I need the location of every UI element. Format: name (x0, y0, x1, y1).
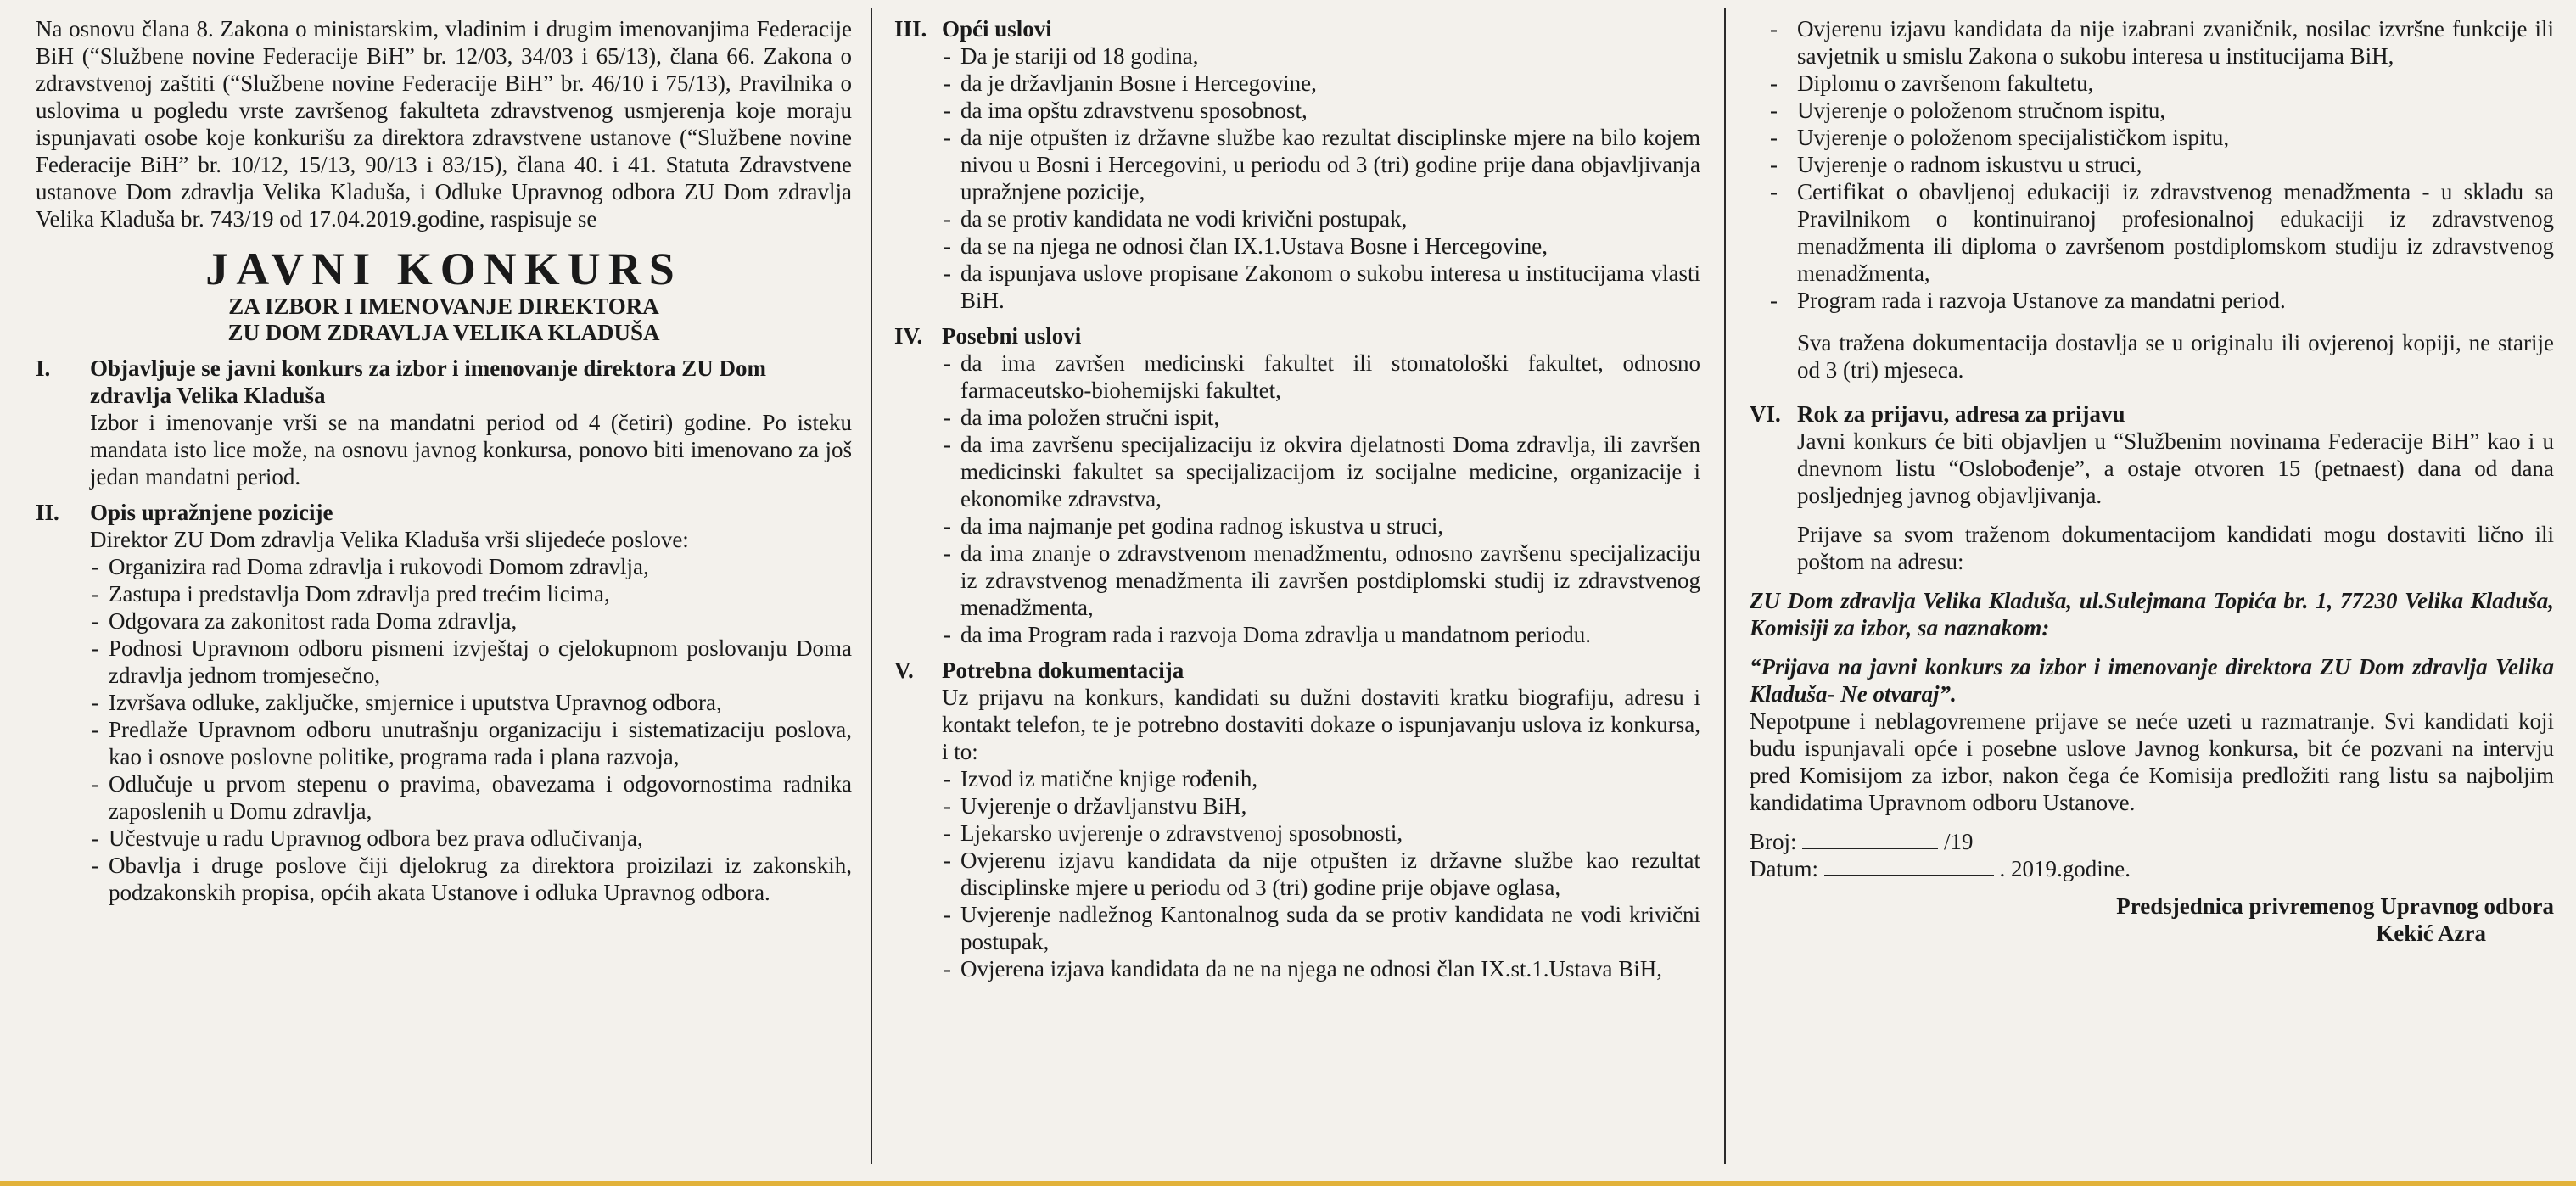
list-item: - Ljekarsko uvjerenje o zdravstvenoj sposobnosti, (942, 820, 1700, 847)
list-item: - Ovjerenu izjavu kandidata da nije otpušten iz državne službe kao rezultat disciplinske mjere u periodu od 3 (tri) godine prije objave oglasa, (942, 847, 1700, 901)
section-5 (894, 657, 1700, 982)
special-conditions-list (942, 350, 1700, 648)
column-divider (871, 8, 872, 1164)
list-item: - Da je stariji od 18 godina, (942, 42, 1700, 70)
list-item: - Uvjerenje o položenom stručnom ispitu, (1768, 97, 2554, 124)
list-item: - Certifikat o obavljenoj edukaciji iz zdravstvenog menadžmenta - u skladu sa Pravilnikom o kontinuiranoj profesionalnoj edukaciji iz zdravstvenog menadžmenta ili diploma o završenom postdiplomskom studiju iz zdravstvenog menadžmenta, (1768, 178, 2554, 287)
list-item: - da ima završen medicinski fakultet ili stomatološki fakultet, odnosno farmaceutsko-biohemijski fakultet, (942, 350, 1700, 404)
datum-label: Datum: (1750, 856, 1818, 881)
section-heading: Rok za prijavu, adresa za prijavu (1797, 401, 2125, 427)
list-item: - da ima završenu specijalizaciju iz okvira djelatnosti Doma zdravlja, ili završen medicinski fakultet sa specijalizacijom iz socijalne medicine, organizacije i ekonomike zdravstva, (942, 431, 1700, 512)
duties-list (90, 553, 852, 906)
column-1 (36, 15, 852, 1167)
section-4 (894, 322, 1700, 648)
signatory-title: Predsjednica privremenog Upravnog odbora (2116, 893, 2554, 919)
list-item: - Uvjerenje o državljanstvu BiH, (942, 792, 1700, 820)
list-item: - Izvod iz matične knjige rođenih, (942, 765, 1700, 792)
section-1 (36, 355, 852, 490)
list-item: - Ovjerena izjava kandidata da ne na njega ne odnosi član IX.st.1.Ustava BiH, (942, 955, 1700, 982)
list-item: - da se na njega ne odnosi član IX.1.Ustava Bosne i Hercegovine, (942, 232, 1700, 260)
section-heading: Posebni uslovi (942, 323, 1082, 349)
datum-row (1750, 855, 2554, 882)
list-item: - Učestvuje u radu Upravnog odbora bez prava odlučivanja, (90, 825, 852, 852)
documentation-list-continued (1768, 15, 2554, 314)
broj-suffix: /19 (1944, 829, 1974, 854)
section-heading: Potrebna dokumentacija (942, 657, 1184, 683)
section-2 (36, 499, 852, 906)
list-item: - Program rada i razvoja Ustanove za mandatni period. (1768, 287, 2554, 314)
reference-block (1750, 828, 2554, 882)
section-number: I. (36, 355, 51, 381)
section-6 (1750, 400, 2554, 575)
list-item: - Uvjerenje o radnom iskustvu u struci, (1768, 151, 2554, 178)
list-item: - Odgovara za zakonitost rada Doma zdravlja, (90, 607, 852, 635)
list-item: - Podnosi Upravnom odboru pismeni izvještaj o cjelokupnom poslovanju Doma zdravlja jednom tromjesečno, (90, 635, 852, 689)
list-item: - Izvršava odluke, zaključke, smjernice i uputstva Upravnog odbora, (90, 689, 852, 716)
list-item: - Predlaže Upravnom odboru unutrašnju organizaciju i sistematizaciju poslova, kao i osnove poslovne politike, programa rada i plana razvoja, (90, 716, 852, 770)
documentation-list (942, 765, 1700, 982)
document-subtitle-1: ZA IZBOR I IMENOVANJE DIREKTORA (228, 294, 659, 319)
section-heading: Opis upražnjene pozicije (90, 500, 333, 525)
section-text: Javni konkurs će biti objavljen u “Službenim novinama Federacije BiH” kao i u dnevnom listu “Oslobođenje”, a ostaje otvoren 15 (petnaest) dana od dana posljednjeg javnog objavljivanja. (1797, 428, 2554, 508)
section-3 (894, 15, 1700, 314)
list-item: - da je državljanin Bosne i Hercegovine, (942, 70, 1700, 97)
list-item: - da ima znanje o zdravstvenom menadžmentu, odnosno završenu specijalizaciju iz zdravstvenog menadžmenta ili završen postdiplomski studij iz zdravstvenog menadžmenta, (942, 540, 1700, 621)
signature-block (1750, 892, 2554, 947)
document-subtitle-2: ZU DOM ZDRAVLJA VELIKA KLADUŠA (227, 320, 660, 345)
section-text: Nepotpune i neblagovremene prijave se neće uzeti u razmatranje. Svi kandidati koji budu ispunjavali opće i posebne uslove Javnog konkursa, bit će pozvani na intervju pred Komisijom za izbor, nakon čega će Komisija predložiti rang listu sa najboljim kandidatima Upravnom odboru Ustanove. (1750, 708, 2554, 815)
signatory-name: Kekić Azra (2376, 920, 2486, 946)
list-item: - da ispunjava uslove propisane Zakonom o sukobu interesa u institucijama vlasti BiH. (942, 260, 1700, 314)
list-item: - Uvjerenje nadležnog Kantonalnog suda da se protiv kandidata ne vodi krivični postupak, (942, 901, 1700, 955)
broj-blank (1802, 829, 1938, 849)
section-heading: Opći uslovi (942, 16, 1052, 42)
list-item: - Organizira rad Doma zdravlja i rukovodi Domom zdravlja, (90, 553, 852, 580)
section-heading: Objavljuje se javni konkurs za izbor i imenovanje direktora ZU Dom zdravlja Velika Kladuša (90, 355, 767, 408)
datum-suffix: . 2019.godine. (1999, 856, 2131, 881)
section-text: Prijave sa svom traženom dokumentacijom kandidati mogu dostaviti lično ili poštom na adresu: (1797, 522, 2554, 574)
envelope-marking: “Prijava na javni konkurs za izbor i imenovanje direktora ZU Dom zdravlja Velika Kladuša- Ne otvaraj”. (1750, 654, 2554, 707)
list-item: - Uvjerenje o položenom specijalističkom ispitu, (1768, 124, 2554, 151)
column-2 (894, 15, 1700, 1167)
document-title: JAVNI KONKURS (205, 243, 682, 294)
documentation-note: Sva tražena dokumentacija dostavlja se u originalu ili ovjerenoj kopiji, ne starije od 3 (tri) mjeseca. (1797, 330, 2554, 383)
broj-row (1750, 828, 2554, 855)
list-item: - da ima položen stručni ispit, (942, 404, 1700, 431)
intro-paragraph: Na osnovu člana 8. Zakona o ministarskim, vladinim i drugim imenovanjima Federacije BiH (“Službene novine Federacije BiH” br. 12/03, 34/03 i 65/13), člana 66. Zakona o zdravstvenoj zaštiti (“Službene novine Federacije BiH” br. 46/10 i 75/13), Pravilnika o uslovima u pogledu vrste završenog fakulteta zdravstvenog usmjerenja koje moraju ispunjavati osobe koje konkurišu za direktora zdravstvene ustanove (“Službene novine Federacije BiH” br. 10/12, 15/13, 90/13 i 83/15), člana 40. i 41. Statuta Zdravstvene ustanove Dom zdravlja Velika Kladuša, i Odluke Upravnog odbora ZU Dom zdravlja Velika Kladuša br. 743/19 od 17.04.2019.godine, raspisuje se (36, 16, 852, 232)
broj-label: Broj: (1750, 829, 1797, 854)
column-3 (1750, 15, 2554, 1167)
list-item: - Zastupa i predstavlja Dom zdravlja pred trećim licima, (90, 580, 852, 607)
list-item: - Odlučuje u prvom stepenu o pravima, obavezama i odgovornostima radnika zaposlenih u Domu zdravlja, (90, 770, 852, 825)
section-number: VI. (1750, 401, 1781, 427)
general-conditions-list (942, 42, 1700, 314)
column-divider (1724, 8, 1726, 1164)
section-text: Izbor i imenovanje vrši se na mandatni period od 4 (četiri) godine. Po isteku mandata isto lice može, na osnovu javnog konkursa, ponovo biti imenovano za još jedan mandatni period. (90, 410, 852, 490)
datum-blank (1824, 856, 1994, 876)
list-item: - Obavlja i druge poslove čiji djelokrug za direktora proizilazi iz zakonskih, podzakonskih propisa, općih akata Ustanove i odluka Upravnog odbora. (90, 852, 852, 906)
section-5-continued (1750, 15, 2554, 383)
list-item: - da nije otpušten iz državne službe kao rezultat disciplinske mjere na bilo kojem nivou u Bosni i Hercegovini, u periodu od 3 (tri) godine prije dana objavljivanja upražnjene pozicije, (942, 124, 1700, 205)
list-item: - Diplomu o završenom fakultetu, (1768, 70, 2554, 97)
list-item: - da ima Program rada i razvoja Doma zdravlja u mandatnom periodu. (942, 621, 1700, 648)
section-number: III. (894, 16, 927, 42)
list-item: - da ima opštu zdravstvenu sposobnost, (942, 97, 1700, 124)
list-item: - Ovjerenu izjavu kandidata da nije izabrani zvaničnik, nosilac izvršne funkcije ili savjetnik u smislu Zakona o sukobu interesa u institucijama BiH, (1768, 15, 2554, 70)
list-item: - da ima najmanje pet godina radnog iskustva u struci, (942, 512, 1700, 540)
list-item: - da se protiv kandidata ne vodi krivični postupak, (942, 205, 1700, 232)
submission-address: ZU Dom zdravlja Velika Kladuša, ul.Sulejmana Topića br. 1, 77230 Velika Kladuša, Komisiji za izbor, sa naznakom: (1750, 588, 2554, 641)
section-text: Direktor ZU Dom zdravlja Velika Kladuša vrši slijedeće poslove: (90, 527, 689, 552)
section-number: V. (894, 657, 914, 683)
section-text: Uz prijavu na konkurs, kandidati su dužni dostaviti kratku biografiju, adresu i kontakt telefon, te je potrebno dostaviti dokaze o ispunjavanju uslova iz konkursa, i to: (942, 685, 1700, 764)
section-number: IV. (894, 323, 923, 349)
section-number: II. (36, 500, 59, 525)
